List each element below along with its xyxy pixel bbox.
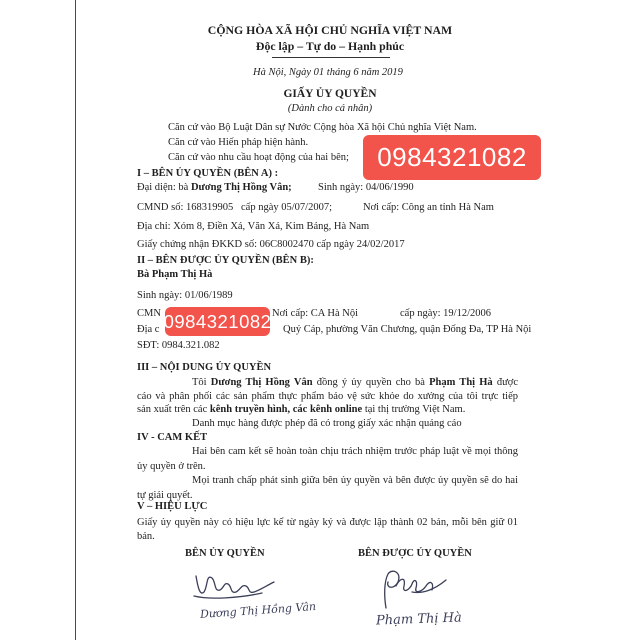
basis-constitution: Căn cứ vào Hiến pháp hiện hành. bbox=[168, 137, 309, 148]
party-a-id-number: CMND số: 168319905 bbox=[137, 202, 234, 213]
basis-needs: Căn cứ vào nhu cầu hoạt động của hai bên; bbox=[168, 152, 349, 163]
party-a-id-date: cấp ngày 05/07/2007; bbox=[241, 202, 332, 213]
motto-underline bbox=[272, 57, 390, 58]
validity-heading: V – HIỆU LỰC bbox=[137, 501, 208, 512]
content-text: được bbox=[496, 377, 518, 388]
party-b-heading: II – BÊN ĐƯỢC ỦY QUYỀN (BÊN B): bbox=[137, 255, 314, 266]
party-a-rep-name: Dương Thị Hồng Vân; bbox=[190, 182, 292, 193]
place-date: Hà Nội, Ngày 01 tháng 6 năm 2019 bbox=[253, 67, 403, 78]
party-b-address: Quý Cáp, phường Văn Chương, quận Đống Đa, TP Hà Nội bbox=[283, 324, 532, 335]
party-b-id-date: cấp ngày: 19/12/2006 bbox=[400, 308, 491, 319]
party-b-id-place: Nơi cấp: CA Hà Nội bbox=[272, 308, 359, 319]
content-grantor-name: Dương Thị Hồng Vân bbox=[210, 377, 313, 388]
party-a-business-cert: Giấy chứng nhận ĐKKD số: 06C8002470 cấp ngày 24/02/2017 bbox=[137, 239, 405, 250]
content-line-2: cáo và phân phối các sản phẩm thực phẩm bảo vệ sức khỏe do xưởng của tôi trực tiếp bbox=[137, 391, 518, 402]
phone-banner-middle: 0984321082 bbox=[165, 307, 270, 336]
commitment-heading: IV - CAM KẾT bbox=[137, 432, 208, 443]
signature-right-name: Phạm Thị Hà bbox=[375, 610, 463, 629]
commitment-p1-line-1: Hai bên cam kết sẽ hoàn toàn chịu trách nhiệm trước pháp luật về mọi thông bbox=[192, 446, 518, 457]
party-a-representative bbox=[137, 181, 292, 194]
nation-heading: CỘNG HÒA XÃ HỘI CHỦ NGHĨA VIỆT NAM bbox=[207, 23, 453, 37]
content-grantee-name: Phạm Thị Hà bbox=[429, 377, 493, 388]
party-a-dob: Sinh ngày: 04/06/1990 bbox=[318, 182, 414, 193]
phone-banner-top: 0984321082 bbox=[363, 135, 541, 180]
document-title: GIẤY ỦY QUYỀN bbox=[283, 88, 377, 100]
content-channels: kênh truyền hình, các kênh online bbox=[209, 404, 363, 415]
signature-left-name: Dương Thị Hồng Vân bbox=[199, 599, 317, 622]
document-subtitle: (Dành cho cá nhân) bbox=[287, 103, 373, 114]
content-catalog: Danh mục hàng được phép đã có trong giấy xác nhận quảng cáo bbox=[192, 418, 462, 429]
party-b-dob: Sinh ngày: 01/06/1989 bbox=[137, 290, 233, 301]
signature-right-title: BÊN ĐƯỢC ỦY QUYỀN bbox=[358, 548, 472, 559]
content-text: đồng ý ủy quyền cho bà bbox=[312, 377, 430, 388]
party-a-address: Địa chỉ: Xóm 8, Điền Xá, Văn Xá, Kim Bảng, Hà Nam bbox=[137, 221, 370, 232]
content-line-3 bbox=[137, 403, 465, 416]
party-b-name: Bà Phạm Thị Hà bbox=[137, 269, 213, 280]
content-heading: III – NỘI DUNG ỦY QUYỀN bbox=[137, 362, 272, 373]
party-b-id-fragment: CMN bbox=[137, 308, 161, 319]
motto: Độc lập – Tự do – Hạnh phúc bbox=[255, 39, 405, 53]
party-a-heading: I – BÊN ỦY QUYỀN (BÊN A) : bbox=[137, 168, 279, 179]
content-text: sản xuất trên các bbox=[137, 404, 210, 415]
content-text: Tôi bbox=[192, 377, 211, 388]
party-a-rep-label: Đại diện: bà bbox=[137, 182, 191, 193]
validity-line-2: bản. bbox=[137, 531, 155, 542]
commitment-p2-line-1: Mọi tranh chấp phát sinh giữa bên ủy quyền và bên được ủy quyền sẽ do hai bbox=[192, 475, 518, 486]
page-edge bbox=[75, 0, 76, 640]
basis-civil-code: Căn cứ vào Bộ Luật Dân sự Nước Cộng hòa Xã hội Chủ nghĩa Việt Nam. bbox=[168, 122, 477, 133]
party-a-id-place: Nơi cấp: Công an tỉnh Hà Nam bbox=[363, 202, 494, 213]
party-b-phone: SĐT: 0984.321.082 bbox=[137, 340, 220, 351]
content-line-1 bbox=[192, 376, 518, 389]
signature-right-scribble bbox=[372, 568, 452, 612]
commitment-p2-line-2: tự giải quyết. bbox=[137, 490, 193, 501]
content-text: tại thị trường Việt Nam. bbox=[362, 404, 466, 415]
validity-line-1: Giấy ủy quyền này có hiệu lực kể từ ngày ký và được lập thành 02 bản, mỗi bên giữ 01 bbox=[137, 517, 518, 528]
party-b-address-fragment: Địa c bbox=[137, 324, 160, 335]
signature-left-scribble bbox=[190, 566, 280, 604]
commitment-p1-line-2: ủy quyền ở trên. bbox=[137, 461, 206, 472]
signature-left-title: BÊN ỦY QUYỀN bbox=[185, 548, 265, 559]
